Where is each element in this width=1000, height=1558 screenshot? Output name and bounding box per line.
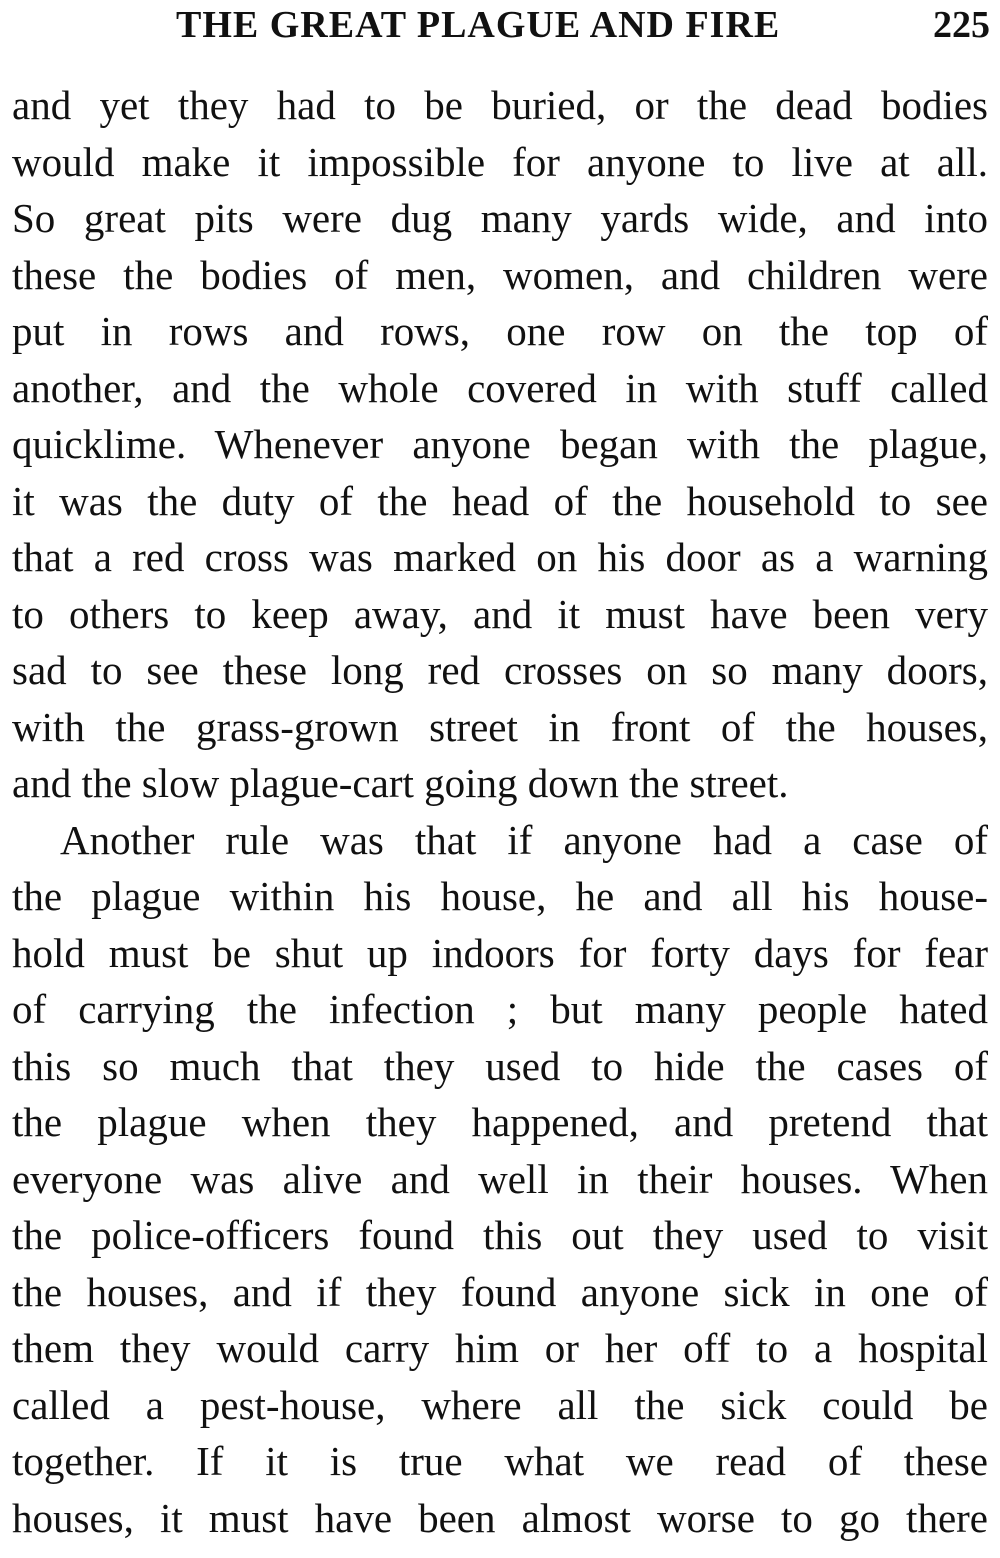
paragraph-first-line: Another rule was that if anyone had a case of	[60, 816, 988, 863]
page-number: 225	[933, 4, 990, 46]
body-text	[12, 77, 988, 1546]
text-line: them they would carry him or her off to a hospital	[12, 1325, 988, 1371]
text-line: sad to see these long red crosses on so many doors,	[12, 647, 988, 693]
text-line: of carrying the infection ; but many people hated	[12, 986, 988, 1032]
text-line: called a pest-house, where all the sick could be	[12, 1381, 988, 1428]
text-line: the police-officers found this out they used to visit	[12, 1212, 988, 1258]
text-line: would make it impossible for anyone to live at all.	[12, 138, 988, 185]
text-line: that a red cross was marked on his door as a warning	[12, 534, 988, 580]
text-line: with the grass-grown street in front of the houses,	[12, 703, 988, 750]
text-line: So great pits were dug many yards wide, and into	[12, 195, 988, 241]
text-line: put in rows and rows, one row on the top of	[12, 308, 988, 354]
text-line: everyone was alive and well in their houses. When	[12, 1155, 988, 1202]
text-line: this so much that they used to hide the cases of	[12, 1042, 988, 1089]
text-line: together. If it is true what we read of these	[12, 1438, 988, 1484]
text-line: the houses, and if they found anyone sick in one of	[12, 1268, 988, 1315]
text-line: it was the duty of the head of the household to see	[12, 477, 988, 524]
text-line: these the bodies of men, women, and children were	[12, 251, 988, 298]
paragraph-end-line: and the slow plague-cart going down the street.	[12, 760, 789, 806]
text-line: and yet they had to be buried, or the dead bodies	[12, 82, 988, 128]
text-line: the plague when they happened, and pretend that	[12, 1099, 988, 1145]
running-header	[0, 0, 1000, 50]
text-line: houses, it must have been almost worse to go there	[12, 1494, 988, 1541]
running-title: THE GREAT PLAGUE AND FIRE	[176, 4, 781, 46]
text-line: another, and the whole covered in with stuff called	[12, 364, 988, 411]
text-line: quicklime. Whenever anyone began with the plague,	[12, 421, 988, 467]
text-line: hold must be shut up indoors for forty days for fear	[12, 929, 988, 976]
text-line: the plague within his house, he and all his house-	[12, 873, 988, 919]
text-line: to others to keep away, and it must have been very	[12, 590, 988, 637]
